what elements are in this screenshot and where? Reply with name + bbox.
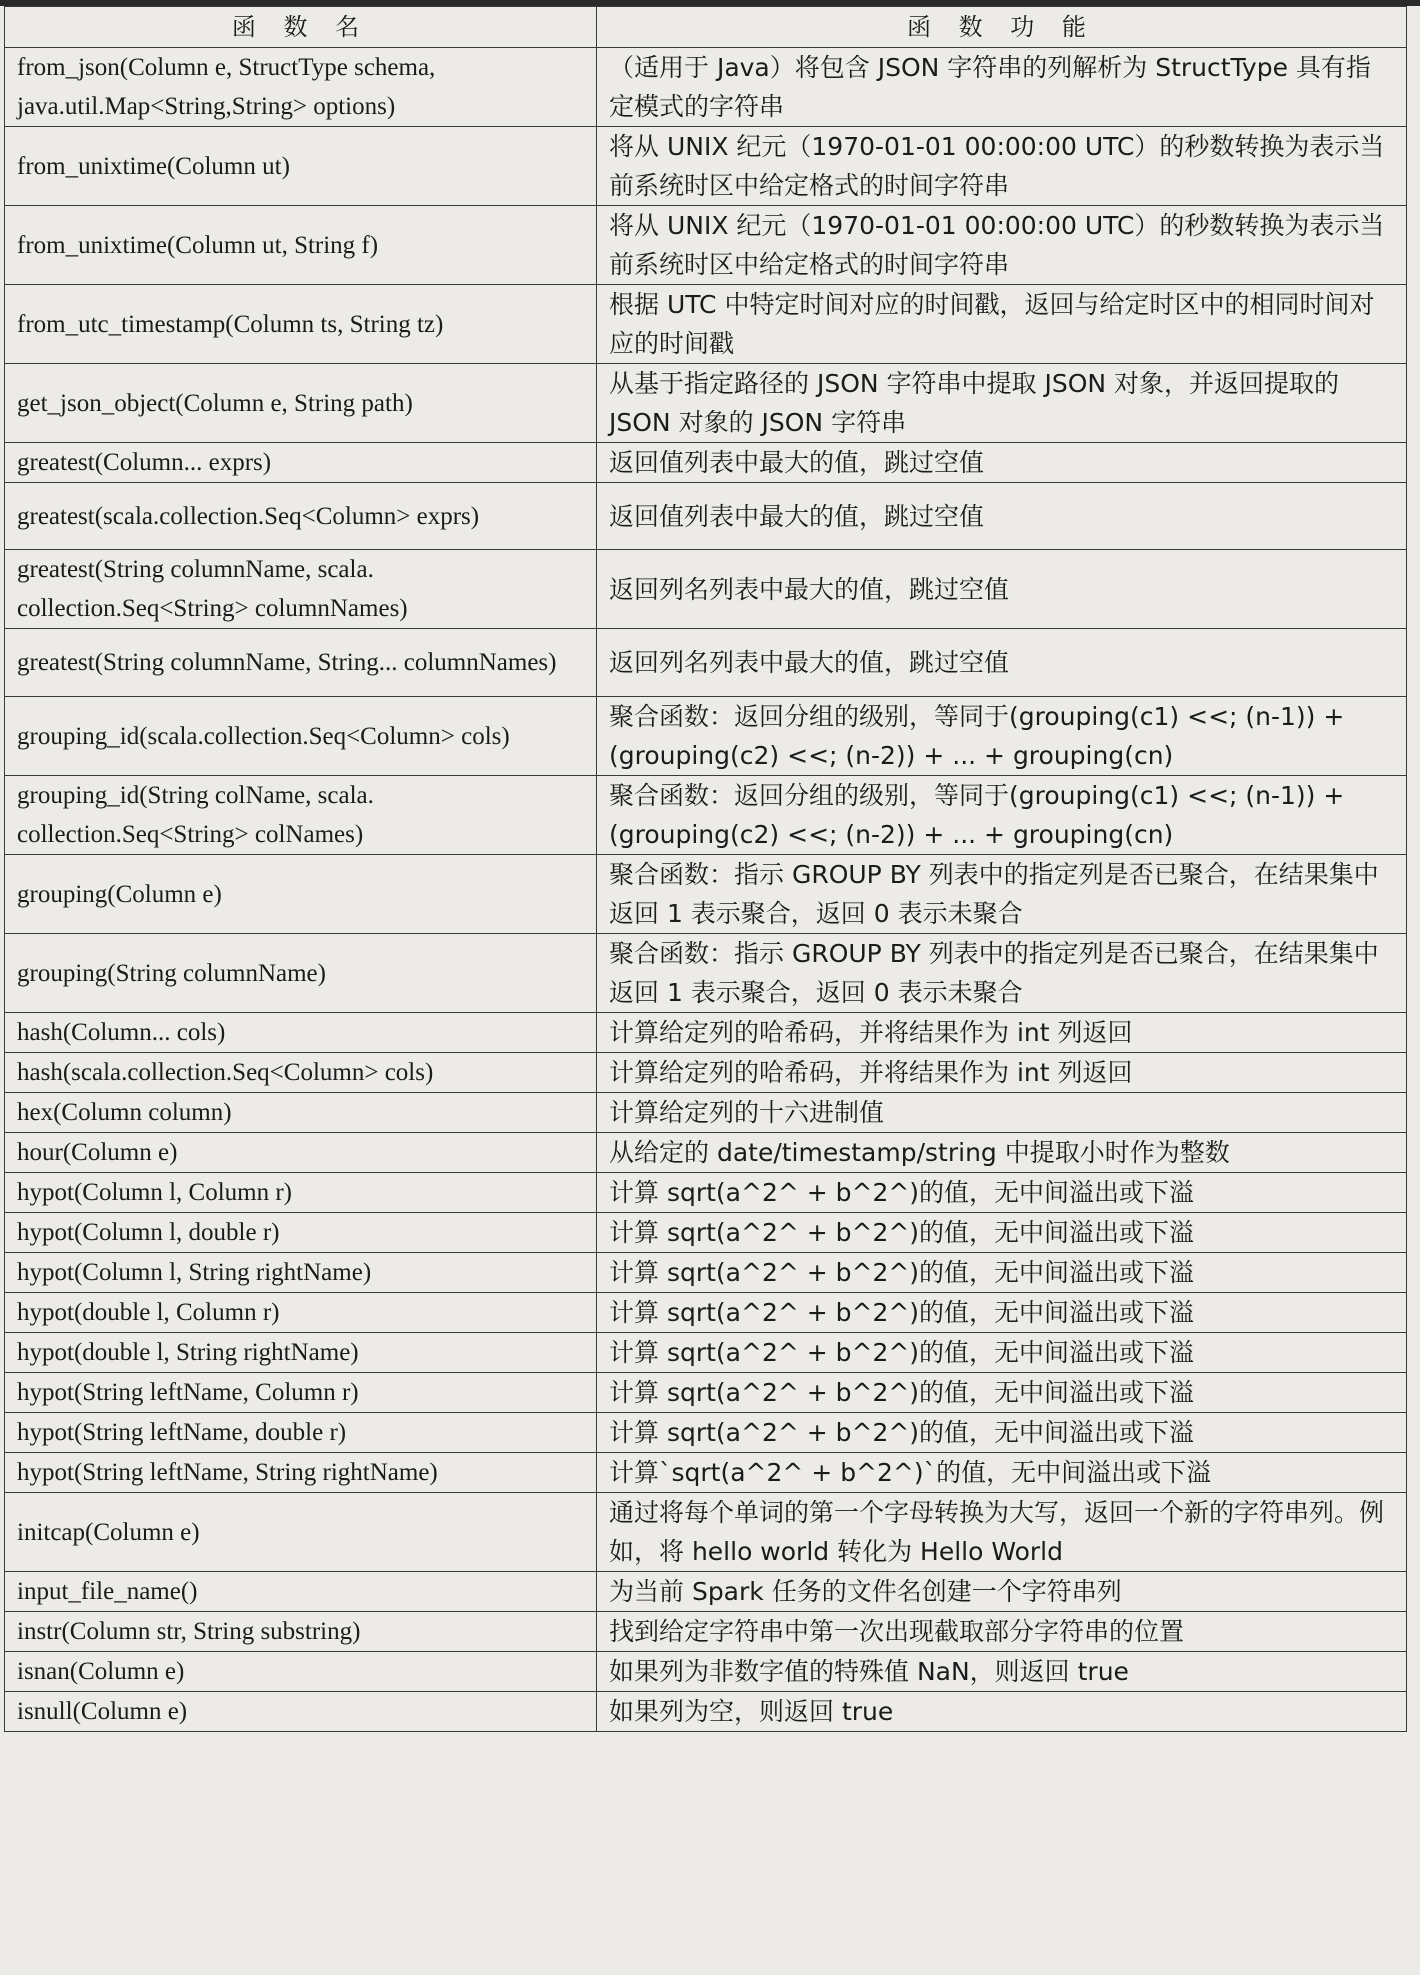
function-signature: initcap(Column e) <box>5 1493 597 1572</box>
function-signature: hour(Column e) <box>5 1133 597 1173</box>
table-row <box>5 285 1407 364</box>
function-description: 计算 sqrt(a^2^ + b^2^)的值，无中间溢出或下溢 <box>597 1253 1407 1293</box>
header-function-description: 函 数 功 能 <box>597 7 1407 48</box>
table-row <box>5 1173 1407 1213</box>
function-signature: from_unixtime(Column ut, String f) <box>5 206 597 285</box>
function-signature: hypot(Column l, Column r) <box>5 1173 597 1213</box>
function-signature: from_json(Column e, StructType schema, java.util.Map<String,String> options) <box>5 48 597 127</box>
function-signature: isnull(Column e) <box>5 1692 597 1732</box>
function-description: 返回列名列表中最大的值，跳过空值 <box>597 550 1407 629</box>
function-description: 计算 sqrt(a^2^ + b^2^)的值，无中间溢出或下溢 <box>597 1413 1407 1453</box>
table-row <box>5 1133 1407 1173</box>
function-description: 通过将每个单词的第一个字母转换为大写，返回一个新的字符串列。例如，将 hello world 转化为 Hello World <box>597 1493 1407 1572</box>
table-row <box>5 364 1407 443</box>
function-description: 为当前 Spark 任务的文件名创建一个字符串列 <box>597 1572 1407 1612</box>
function-description: 返回值列表中最大的值，跳过空值 <box>597 443 1407 483</box>
table-row <box>5 206 1407 285</box>
header-function-name: 函 数 名 <box>5 7 597 48</box>
table-row <box>5 1493 1407 1572</box>
function-description: 计算给定列的十六进制值 <box>597 1093 1407 1133</box>
function-description: 计算 sqrt(a^2^ + b^2^)的值，无中间溢出或下溢 <box>597 1333 1407 1373</box>
table-row <box>5 1053 1407 1093</box>
function-description: 计算 sqrt(a^2^ + b^2^)的值，无中间溢出或下溢 <box>597 1213 1407 1253</box>
function-signature: hypot(double l, Column r) <box>5 1293 597 1333</box>
table-row <box>5 483 1407 550</box>
table-row <box>5 697 1407 776</box>
function-description: 聚合函数：指示 GROUP BY 列表中的指定列是否已聚合，在结果集中返回 1 表示聚合，返回 0 表示未聚合 <box>597 855 1407 934</box>
function-description: 计算 sqrt(a^2^ + b^2^)的值，无中间溢出或下溢 <box>597 1373 1407 1413</box>
function-signature: isnan(Column e) <box>5 1652 597 1692</box>
table-row <box>5 1612 1407 1652</box>
function-description: 聚合函数：指示 GROUP BY 列表中的指定列是否已聚合，在结果集中返回 1 表示聚合，返回 0 表示未聚合 <box>597 934 1407 1013</box>
function-signature: hypot(String leftName, Column r) <box>5 1373 597 1413</box>
table-row <box>5 1652 1407 1692</box>
function-description: 从基于指定路径的 JSON 字符串中提取 JSON 对象，并返回提取的 JSON 对象的 JSON 字符串 <box>597 364 1407 443</box>
function-signature: hypot(Column l, double r) <box>5 1213 597 1253</box>
function-description: 从给定的 date/timestamp/string 中提取小时作为整数 <box>597 1133 1407 1173</box>
table-row <box>5 1213 1407 1253</box>
function-description: 计算`sqrt(a^2^ + b^2^)`的值，无中间溢出或下溢 <box>597 1453 1407 1493</box>
function-description: 计算 sqrt(a^2^ + b^2^)的值，无中间溢出或下溢 <box>597 1293 1407 1333</box>
function-signature: grouping_id(String colName, scala. collection.Seq<String> colNames) <box>5 776 597 855</box>
table-header-row <box>5 7 1407 48</box>
function-description: 计算给定列的哈希码，并将结果作为 int 列返回 <box>597 1053 1407 1093</box>
table-row <box>5 1253 1407 1293</box>
function-signature: input_file_name() <box>5 1572 597 1612</box>
function-signature: hypot(String leftName, String rightName) <box>5 1453 597 1493</box>
function-description: 聚合函数：返回分组的级别，等同于(grouping(c1) <<; (n-1)) + (grouping(c2) <<; (n-2)) + ... + grouping(cn) <box>597 776 1407 855</box>
table-row <box>5 443 1407 483</box>
table-row <box>5 127 1407 206</box>
function-signature: greatest(String columnName, String... columnNames) <box>5 629 597 697</box>
function-signature: hypot(String leftName, double r) <box>5 1413 597 1453</box>
function-description: 聚合函数：返回分组的级别，等同于(grouping(c1) <<; (n-1)) + (grouping(c2) <<; (n-2)) + ... + grouping(cn) <box>597 697 1407 776</box>
function-signature: greatest(String columnName, scala. collection.Seq<String> columnNames) <box>5 550 597 629</box>
function-signature: hash(scala.collection.Seq<Column> cols) <box>5 1053 597 1093</box>
table-row <box>5 1373 1407 1413</box>
function-signature: greatest(Column... exprs) <box>5 443 597 483</box>
function-signature: grouping(String columnName) <box>5 934 597 1013</box>
function-table <box>4 6 1407 1732</box>
table-row <box>5 1333 1407 1373</box>
table-row <box>5 1093 1407 1133</box>
function-description: 返回值列表中最大的值，跳过空值 <box>597 483 1407 550</box>
function-description: （适用于 Java）将包含 JSON 字符串的列解析为 StructType 具有指定模式的字符串 <box>597 48 1407 127</box>
table-row <box>5 629 1407 697</box>
function-signature: get_json_object(Column e, String path) <box>5 364 597 443</box>
function-description: 返回列名列表中最大的值，跳过空值 <box>597 629 1407 697</box>
table-row <box>5 48 1407 127</box>
function-description: 找到给定字符串中第一次出现截取部分字符串的位置 <box>597 1612 1407 1652</box>
table-row <box>5 1572 1407 1612</box>
table-row <box>5 776 1407 855</box>
table-row <box>5 934 1407 1013</box>
function-signature: hypot(Column l, String rightName) <box>5 1253 597 1293</box>
function-description: 如果列为空，则返回 true <box>597 1692 1407 1732</box>
function-description: 计算 sqrt(a^2^ + b^2^)的值，无中间溢出或下溢 <box>597 1173 1407 1213</box>
function-signature: grouping_id(scala.collection.Seq<Column> cols) <box>5 697 597 776</box>
table-row <box>5 1413 1407 1453</box>
function-signature: from_utc_timestamp(Column ts, String tz) <box>5 285 597 364</box>
function-description: 如果列为非数字值的特殊值 NaN，则返回 true <box>597 1652 1407 1692</box>
table-body <box>5 48 1407 1732</box>
function-description: 根据 UTC 中特定时间对应的时间戳，返回与给定时区中的相同时间对应的时间戳 <box>597 285 1407 364</box>
function-signature: hypot(double l, String rightName) <box>5 1333 597 1373</box>
function-description: 将从 UNIX 纪元（1970-01-01 00:00:00 UTC）的秒数转换为表示当前系统时区中给定格式的时间字符串 <box>597 127 1407 206</box>
function-description: 计算给定列的哈希码，并将结果作为 int 列返回 <box>597 1013 1407 1053</box>
table-row <box>5 1293 1407 1333</box>
function-signature: hash(Column... cols) <box>5 1013 597 1053</box>
function-signature: grouping(Column e) <box>5 855 597 934</box>
table-row <box>5 550 1407 629</box>
table-row <box>5 1013 1407 1053</box>
function-description: 将从 UNIX 纪元（1970-01-01 00:00:00 UTC）的秒数转换为表示当前系统时区中给定格式的时间字符串 <box>597 206 1407 285</box>
table-row <box>5 1692 1407 1732</box>
function-signature: hex(Column column) <box>5 1093 597 1133</box>
table-row <box>5 855 1407 934</box>
function-signature: instr(Column str, String substring) <box>5 1612 597 1652</box>
table-row <box>5 1453 1407 1493</box>
function-signature: greatest(scala.collection.Seq<Column> exprs) <box>5 483 597 550</box>
function-signature: from_unixtime(Column ut) <box>5 127 597 206</box>
